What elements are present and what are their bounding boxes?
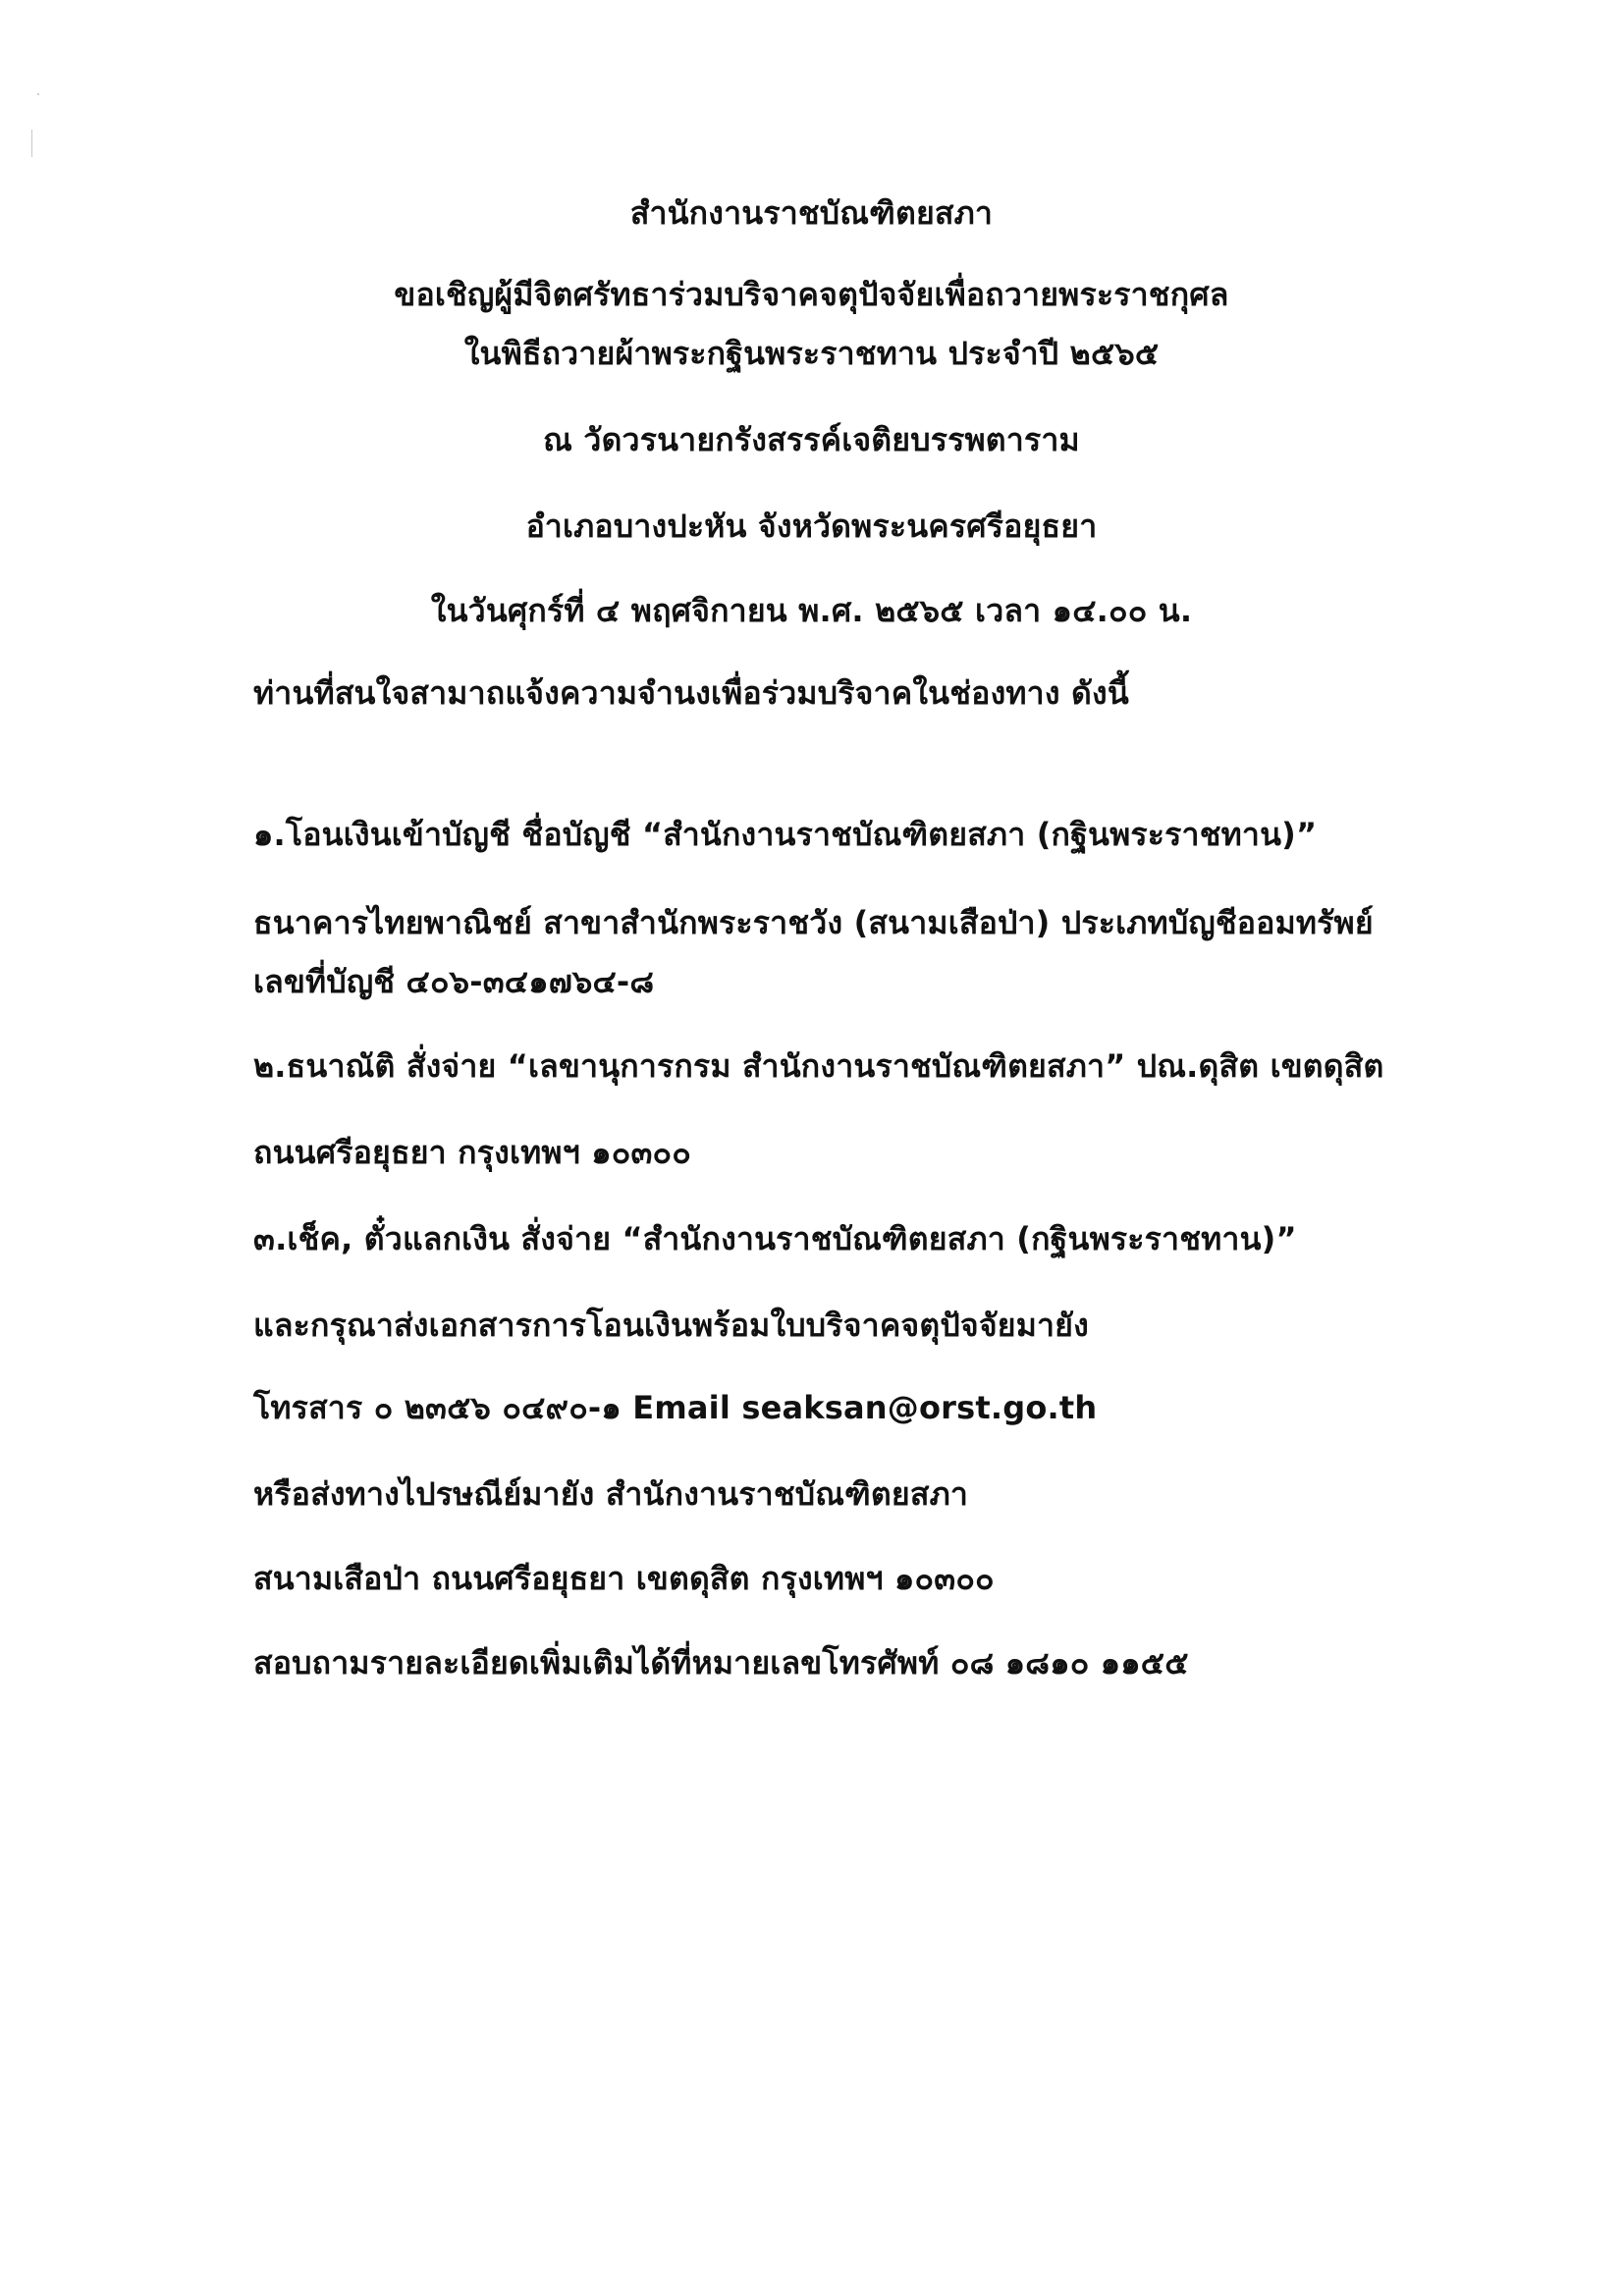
postal-address: สนามเสือป่า ถนนศรีอยุธยา เขตดุสิต กรุงเทพฯ ๑๐๓๐๐ — [253, 1560, 995, 1597]
method-1-line-2: ธนาคารไทยพาณิชย์ สาขาสำนักพระราชวัง (สนามเสือป่า) ประเภทบัญชีออมทรัพย์ — [253, 904, 1374, 941]
invitation-line-1: ขอเชิญผู้มีจิตศรัทธาร่วมบริจาคจตุปัจจัยเพื่อถวายพระราชกุศล — [394, 276, 1229, 313]
invitation-line-2: ในพิธีถวายผ้าพระกฐินพระราชทาน ประจำปี ๒๕๖๕ — [463, 335, 1160, 372]
method-1-line-1: ๑.โอนเงินเข้าบัญชี ชื่อบัญชี “สำนักงานราชบัณฑิตยสภา (กฐินพระราชทาน)” — [253, 816, 1318, 853]
method-1-account-number: เลขที่บัญชี ๔๐๖-๓๔๑๗๖๔-๘ — [253, 963, 655, 1000]
method-3-line-1: ๓.เช็ค, ตั๋วแลกเงิน สั่งจ่าย “สำนักงานราชบัณฑิตยสภา (กฐินพระราชทาน)” — [253, 1220, 1297, 1257]
send-documents-text: และกรุณาส่งเอกสารการโอนเงินพร้อมใบบริจาคจตุปัจจัยมายัง — [253, 1307, 1089, 1344]
scan-mark — [37, 93, 39, 95]
fax-email-text: โทรสาร ๐ ๒๓๕๖ ๐๔๙๐-๑ Email seaksan@orst.go.th — [253, 1389, 1098, 1426]
district-name: อำเภอบางปะหัน จังหวัดพระนครศรีอยุธยา — [525, 507, 1098, 545]
scan-mark — [31, 130, 32, 157]
organization-title: สำนักงานราชบัณฑิตยสภา — [629, 194, 994, 232]
method-2-line-1: ๒.ธนาณัติ สั่งจ่าย “เลขานุการกรม สำนักงานราชบัณฑิตยสภา” ปณ.ดุสิต เขตดุสิต — [253, 1047, 1384, 1085]
temple-name: ณ วัดวรนายกรังสรรค์เจติยบรรพตาราม — [543, 421, 1080, 458]
method-2-line-2: ถนนศรีอยุธยา กรุงเทพฯ ๑๐๓๐๐ — [253, 1134, 691, 1171]
phone-contact: สอบถามรายละเอียดเพิ่มเติมได้ที่หมายเลขโทรศัพท์ ๐๘ ๑๘๑๐ ๑๑๕๕ — [253, 1644, 1189, 1682]
intro-text: ท่านที่สนใจสามาถแจ้งความจำนงเพื่อร่วมบริจาคในช่องทาง ดังนี้ — [253, 674, 1129, 712]
event-date-time: ในวันศุกร์ที่ ๔ พฤศจิกายน พ.ศ. ๒๕๖๕ เวลา ๑๔.๐๐ น. — [430, 592, 1193, 629]
postal-text: หรือส่งทางไปรษณีย์มายัง สำนักงานราชบัณฑิตยสภา — [253, 1475, 969, 1513]
